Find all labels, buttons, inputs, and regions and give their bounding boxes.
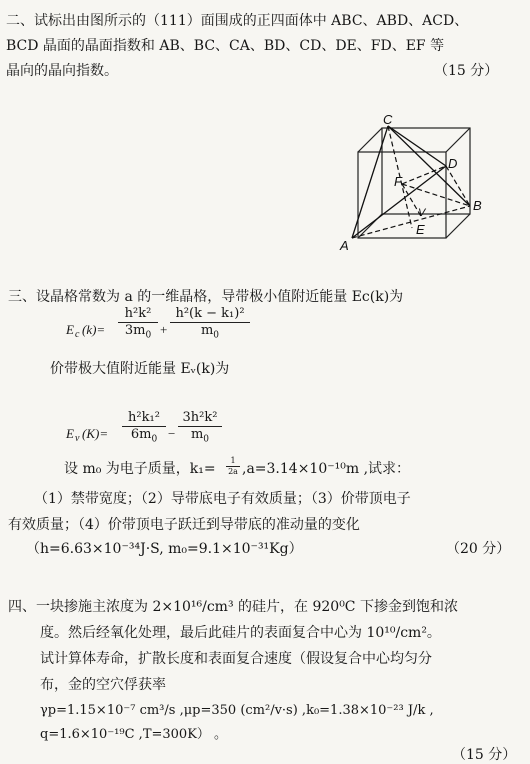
ec-term1-den: 3m (124, 323, 146, 338)
ev-term1-num: h²k₁² (122, 410, 166, 427)
ev-term2 (178, 410, 222, 448)
ec-term2-num: h²(k − k₁)² (170, 306, 250, 323)
ec-term2 (170, 306, 250, 344)
k1-den: 2a (228, 467, 238, 476)
ec-term2-den: m (200, 323, 214, 338)
q4-line6: q=1.6×10⁻¹⁹C ,T=300K） 。 (40, 727, 228, 742)
ev-lhs-arg: (K)= (82, 426, 109, 441)
k1-fraction (226, 456, 240, 477)
q4-line3: 试计算体寿命，扩散长度和表面复合速度（假设复合中心均匀分 (40, 651, 432, 667)
ec-term1-den-sub: 0 (145, 330, 152, 341)
ev-term2-num: 3h²k² (178, 410, 222, 427)
ev-term2-den: m (190, 427, 204, 442)
q2-line2: BCD 晶面的晶面指数和 AB、BC、CA、BD、CD、DE、FD、EF 等 (6, 38, 445, 54)
cube-tetrahedron-figure (330, 110, 500, 260)
q3-consts: （h=6.63×10⁻³⁴J·S, m₀=9.1×10⁻³¹Kg） (26, 541, 303, 557)
label-d: D (448, 156, 458, 171)
q4-line2: 度。然后经氧化处理，最后此硅片的表面复合中心为 10¹⁰/cm²。 (40, 625, 441, 641)
q4-line5: γp=1.15×10⁻⁷ cm³/s ,μp=350 (cm²/v·s) ,k₀=1.38×10⁻²³ J/k , (40, 703, 434, 718)
ev-term2-den-sub: 0 (203, 434, 210, 445)
q3-given-text: 设 m₀ 为电子质量，k₁= (64, 461, 216, 477)
k1-num: 1 (226, 456, 240, 467)
ec-plus: + (160, 322, 168, 337)
q2-line3: 晶向的晶向指数。 (6, 63, 118, 79)
ev-term1 (122, 410, 166, 448)
ev-term1-den: 6m (130, 427, 152, 442)
q3-score: （20 分） (446, 541, 511, 557)
ec-term1-num: h²k² (118, 306, 158, 323)
ec-lhs-sub: c (75, 329, 80, 340)
label-e: E (416, 222, 425, 237)
label-a: A (340, 238, 349, 253)
ev-lhs: E (66, 426, 74, 441)
q3-req2: 有效质量；（4）价带顶电子跃迁到导带底的准动量的变化 (8, 517, 360, 533)
ec-lhs-arg: (k)= (82, 322, 106, 337)
q3-intro: 三、设晶格常数为 a 的一维晶格，导带极小值附近能量 Ec(k)为 (8, 289, 404, 305)
ev-term1-den-sub: 0 (151, 434, 158, 445)
ec-lhs: E (66, 322, 74, 337)
q3-req1: （1）禁带宽度；（2）导带底电子有效质量；（3）价带顶电子 (34, 491, 411, 507)
q3-given-rest: ,a=3.14×10⁻¹⁰m ,试求： (242, 461, 411, 477)
ec-term2-den-sub: 0 (213, 330, 220, 341)
label-v: V (418, 207, 426, 219)
label-f: F (394, 174, 402, 189)
ev-intro: 价带极大值附近能量 Eᵥ(k)为 (50, 361, 230, 377)
ec-term1 (118, 306, 158, 344)
q2-score: （15 分） (434, 63, 499, 79)
ev-minus: − (168, 426, 176, 441)
label-b: B (473, 198, 482, 213)
q4-line1: 四、一块掺施主浓度为 2×10¹⁶/cm³ 的硅片，在 920⁰C 下掺金到饱和浓 (8, 599, 458, 615)
q4-line4: 布，金的空穴俘获率 (40, 677, 166, 693)
ev-lhs-sub: v (75, 433, 80, 444)
q2-line1: 二、试标出由图所示的（111）面围成的正四面体中 ABC、ABD、ACD、 (6, 13, 469, 29)
q4-score: （15 分） (452, 747, 517, 763)
label-c: C (383, 112, 393, 127)
